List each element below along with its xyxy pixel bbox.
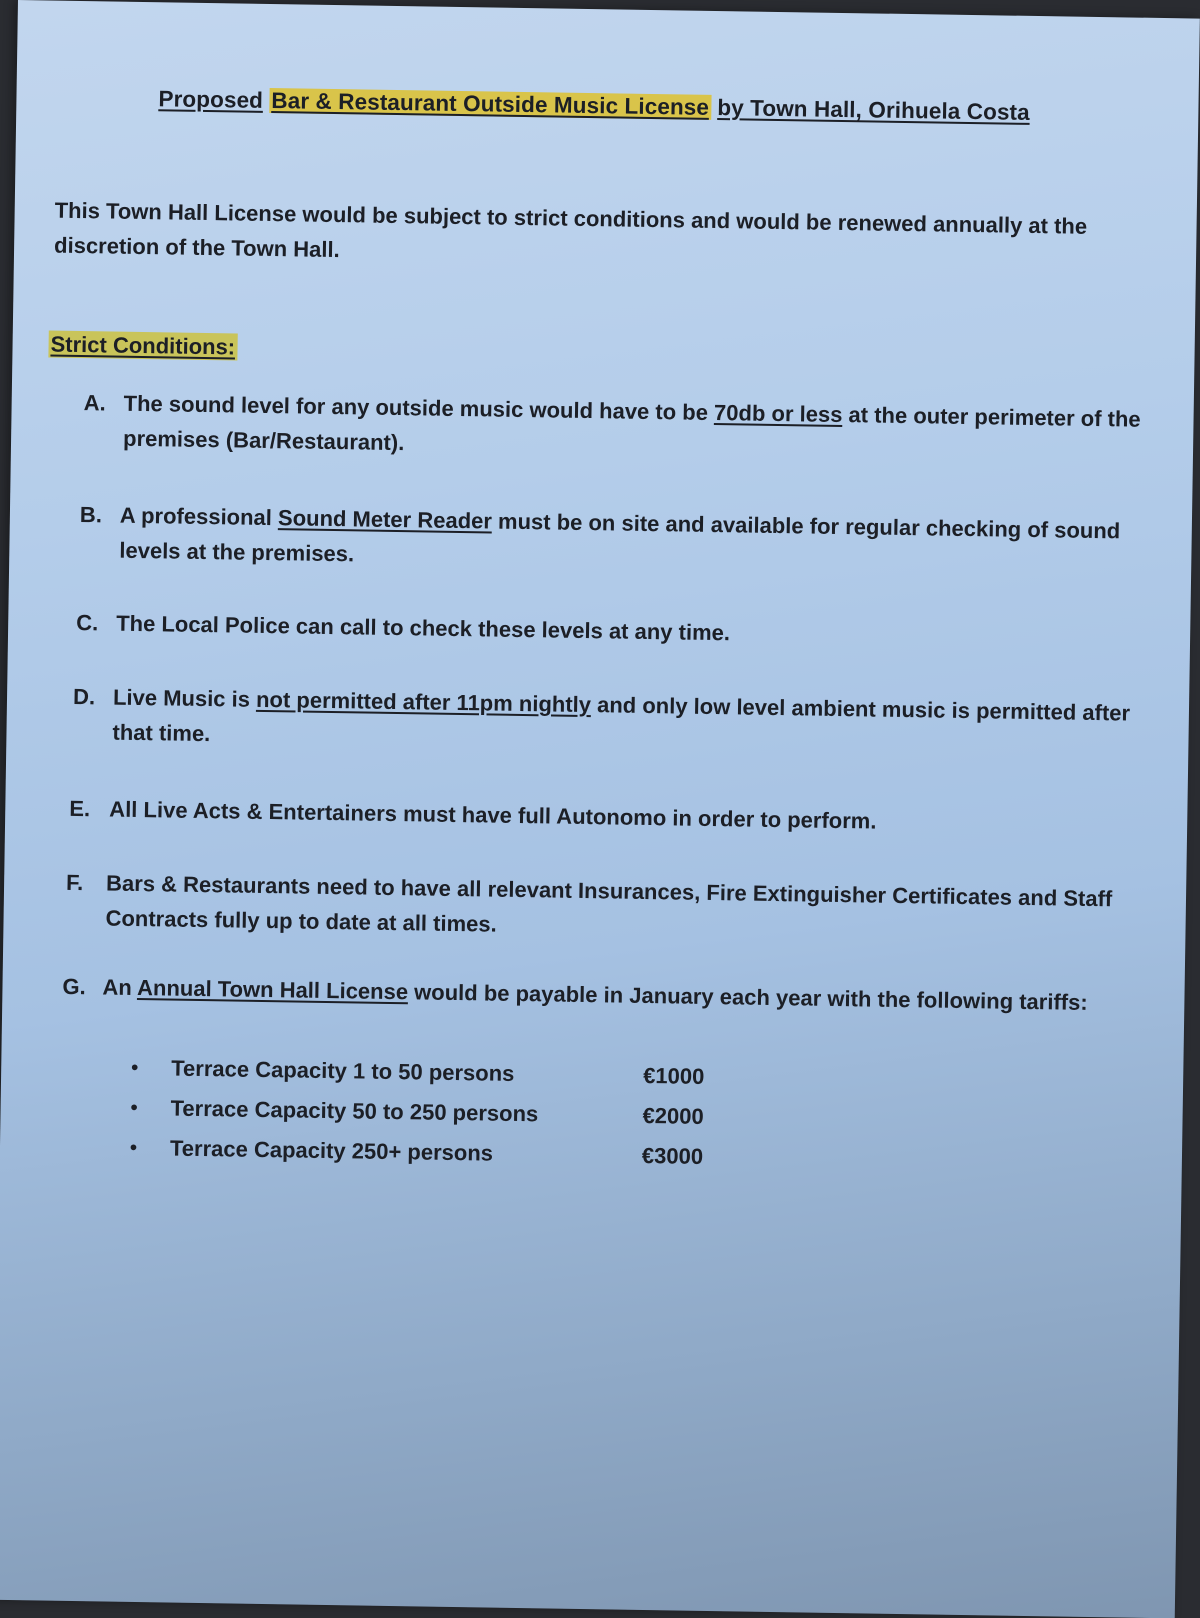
tariff-item [130,1088,704,1129]
condition-a-text-before: The sound level for any outside music would have to be [123,390,715,425]
title-highlighted-license-name: Bar & Restaurant Outside Music License [271,87,710,120]
condition-g-text-before: An [102,974,138,1000]
condition-c-letter: C. [76,609,99,636]
condition-a-underlined: 70db or less [713,399,843,427]
condition-b-letter: B. [79,502,103,528]
condition-b [79,497,1170,584]
condition-e [69,791,1159,843]
condition-a-text-after: at the outer perimeter of the premises (Bar/Restaurant). [122,402,1141,456]
bullet-icon: • [131,1056,139,1080]
tariff-label: Terrace Capacity 1 to 50 persons [171,1055,515,1086]
title-prefix: Proposed [158,86,264,113]
condition-f-letter: F. [65,869,84,896]
condition-g-letter: G. [62,973,86,1000]
condition-c-text: The Local Police can call to check these levels at any time. [116,610,731,646]
tariff-item [129,1128,704,1169]
tariff-list [129,1048,705,1169]
condition-d-letter: D. [72,683,96,710]
tariff-label: Terrace Capacity 250+ persons [169,1135,494,1166]
condition-d-underlined: not permitted after 11pm nightly [255,686,592,718]
title-suffix: by Town Hall, Orihuela Costa [717,94,1030,125]
condition-g-underlined: Annual Town Hall License [136,974,409,1005]
condition-c [76,605,1166,657]
strict-conditions-heading-text: Strict Conditions: [48,331,237,361]
condition-a-letter: A. [83,390,106,416]
tariff-price: €3000 [641,1142,704,1169]
document-title [158,86,1030,126]
condition-e-letter: E. [69,795,91,822]
condition-g [62,969,1152,1021]
bullet-icon: • [129,1136,138,1160]
condition-f [65,865,1156,952]
tariff-label: Terrace Capacity 50 to 250 persons [170,1095,539,1127]
tariff-price: €2000 [642,1102,704,1129]
condition-d-text-before: Live Music is [112,684,257,712]
bullet-icon: • [130,1096,138,1120]
intro-paragraph: This Town Hall License would be subject to strict conditions and would be renewed annually at the discretion of the Town Hall. [53,197,1088,263]
condition-b-text-after: must be on site and available for regular checking of sound levels at the premises. [119,508,1121,567]
condition-f-text: Bars & Restaurants need to have all relevant Insurances, Fire Extinguisher Certificates and Staff Contracts fully up to date at all times. [105,870,1113,937]
tariff-price: €1000 [642,1062,705,1089]
condition-g-text-after: would be payable in January each year with the following tariffs: [407,979,1088,1015]
strict-conditions-heading [48,332,237,361]
condition-e-text: All Live Acts & Entertainers must have full Autonomo in order to perform. [109,796,877,834]
condition-d [72,679,1163,766]
condition-d-text-after: and only low level ambient music is permitted after that time. [112,692,1131,747]
condition-a [83,385,1174,472]
condition-b-text-before: A professional [119,502,279,531]
condition-b-underlined: Sound Meter Reader [277,505,493,534]
tariff-item [131,1048,705,1089]
